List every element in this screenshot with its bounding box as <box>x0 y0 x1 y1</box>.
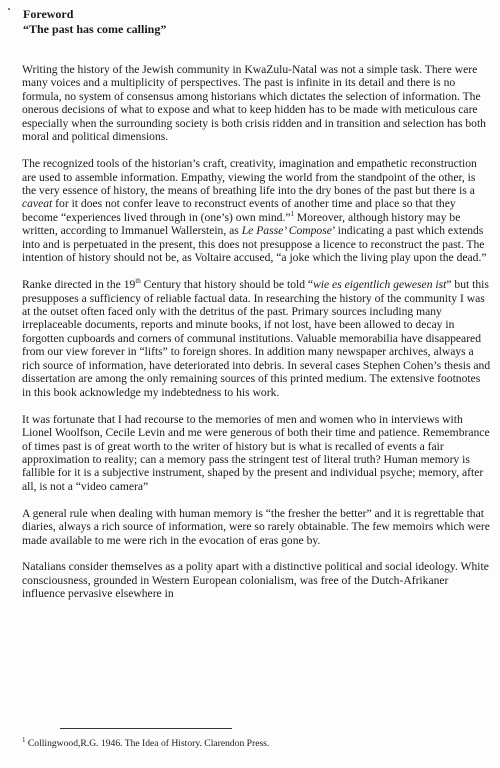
paragraph-3-part-c: ” but this presupposes a sufficiency of reliable factual data. In researching the history of the community I was at the outset often faced only with the detritus of the past. Primary sources including many irreplaceable documents, reports and minute books, if not lost, have been allowed to decay in forgotten cupboards and corners of communal institutions. Valuable memorabilia have disappeared from our view forever in “lifts” to foreign shores. In addition many newspaper archives, always a rich source of information, have deteriorated into debris. In several cases Stephen Cohen’s thesis and dissertation are among the only remaining sources of this printed medium. The extensive footnotes in this book acknowledge my indebtedness to his work. <box>22 278 491 399</box>
footnote-text: Collingwood,R.G. 1946. The Idea of History. Clarendon Press. <box>25 738 270 749</box>
footnote-ref-1: 1 <box>290 210 295 219</box>
scan-speck <box>8 8 10 10</box>
paragraph-3-part-a: Ranke directed in the 19 <box>22 278 136 292</box>
paragraph-2 <box>22 157 492 265</box>
paragraph-5: A general rule when dealing with human memory is “the fresher the better” and it is regrettable that diaries, always a rich source of information, were so rarely obtainable. The few memoirs which were made available to me were rich in the evocation of eras gone by. <box>22 506 490 547</box>
foreword-body <box>22 63 492 614</box>
paragraph-4: It was fortunate that I had recourse to the memories of men and women who in interviews with Lionel Woolfson, Cecile Levin and me were generous of both their time and patience. Remembrance of times past is of great worth to the writer of history but is what is recalled of events a fair approximation to reality; can a memory pass the stringent test of literal truth? Human memory is fallible for it is a subjective instrument, shaped by the present and individual psyche; memory, after all, is not a “video camera” <box>22 412 490 493</box>
paragraph-2-part-c: Moreover, although history may be written, according to Immanuel Wallerstein, as <box>22 210 461 238</box>
paragraph-2-part-b: for it does not confer leave to reconstruct events of another time and place so that they become “experiences lived through in (one’s) own mind.” <box>22 197 456 224</box>
foreword-label: Foreword <box>23 7 74 21</box>
paragraph-6: Natalians consider themselves as a polity apart with a distinctive political and social ideology. White consciousness, grounded in Western European colonialism, was free of the Dutch-Afrikaner influence pervasive elsewhere in <box>22 560 489 601</box>
paragraph-2-part-d: ’ indicating a past which extends into and is perpetuated in the present, this does not presuppose a licence to reconstruct the past. The intention of history should not be, as Voltaire accused, “a joke which the living play upon the dead.” <box>22 224 487 265</box>
paragraph-1: Writing the history of the Jewish community in KwaZulu-Natal was not a simple task. There were many voices and a multiplicity of perspectives. The past is infinite in its detail and there is no formula, no system of consensus among historians which dictates the selection of information. The onerous decisions of what to expose and what to keep hidden has to be made with meticulous care especially when the surrounding society is both crisis ridden and in transition and selection has both moral and political dimensions. <box>22 63 486 144</box>
footnote <box>22 735 270 750</box>
footnote-divider <box>60 728 232 729</box>
foreword-title: “The past has come calling” <box>23 22 167 36</box>
foreword-header <box>23 7 166 37</box>
footnote-mark: 1 <box>22 735 26 744</box>
paragraph-2-italic-caveat: caveat <box>22 197 53 211</box>
ordinal-superscript: th <box>135 277 141 286</box>
paragraph-3-italic-quote: wie es eigentlich gewesen ist <box>313 278 447 292</box>
paragraph-3 <box>22 278 492 399</box>
paragraph-2-part-a: The recognized tools of the historian’s craft, creativity, imagination and empathetic reconstruction are used to assemble information. Empathy, viewing the world from the standpoint of the other, is the very essence of history, the means of breathing life into the dry bones of the past but there is a <box>22 157 477 198</box>
paragraph-2-italic-title: Le Passe’ Compose <box>241 224 332 238</box>
paragraph-3-part-b: Century that history should be told “ <box>140 278 314 292</box>
